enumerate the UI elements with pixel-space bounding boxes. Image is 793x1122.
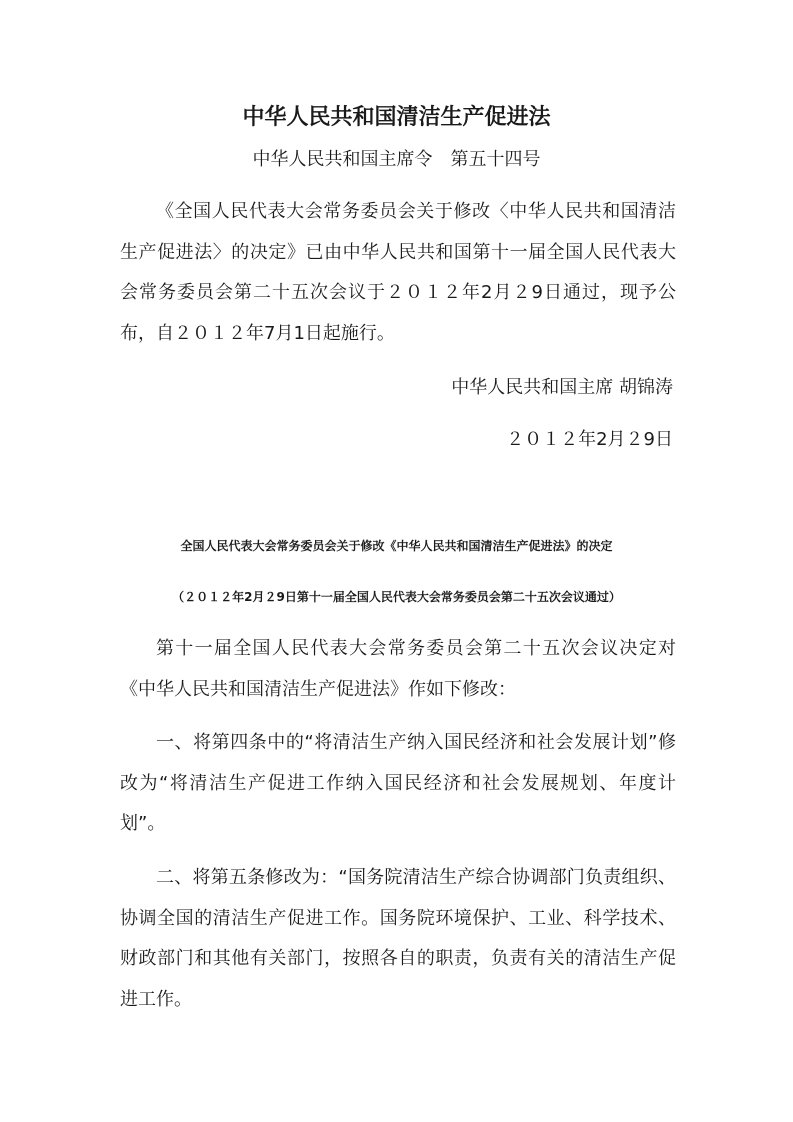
sign-date: ２０１２年2月２9日 bbox=[506, 429, 673, 450]
promulgation-paragraph: 《全国人民代表大会常务委员会关于修改〈中华人民共和国清洁生产促进法〉的决定》已由中华人民共和国第十一届全国人民代表大会常务委员会第二十五次会议于２０１２年2月２9日通过，现予公布，自２０１２年7月1日起施行。 bbox=[120, 201, 676, 344]
paragraph-amendment-2: 二、将第五条修改为：“国务院清洁生产综合协调部门负责组织、协调全国的清洁生产促进工作。国务院环境保护、工业、科学技术、财政部门和其他有关部门，按照各自的职责，负责有关的清洁生产促进工作。 bbox=[120, 867, 676, 1010]
decision-title: 全国人民代表大会常务委员会关于修改《中华人民共和国清洁生产促进法》的决定 bbox=[180, 539, 613, 553]
decision-subtitle: （２０１２年2月２9日第十一届全国人民代表大会常务委员会第二十五次会议通过） bbox=[172, 590, 621, 604]
document-title: 中华人民共和国清洁生产促进法 bbox=[242, 105, 551, 130]
paragraph-amendment-1: 一、将第四条中的“将清洁生产纳入国民经济和社会发展计划”修改为“将清洁生产促进工作纳入国民经济和社会发展规划、年度计划”。 bbox=[120, 732, 676, 834]
signatory: 中华人民共和国主席 胡锦涛 bbox=[451, 377, 673, 398]
paragraph-intro: 第十一届全国人民代表大会常务委员会第二十五次会议决定对《中华人民共和国清洁生产促进法》作如下修改： bbox=[120, 638, 676, 700]
presidential-order: 中华人民共和国主席令 第五十四号 bbox=[252, 149, 541, 170]
